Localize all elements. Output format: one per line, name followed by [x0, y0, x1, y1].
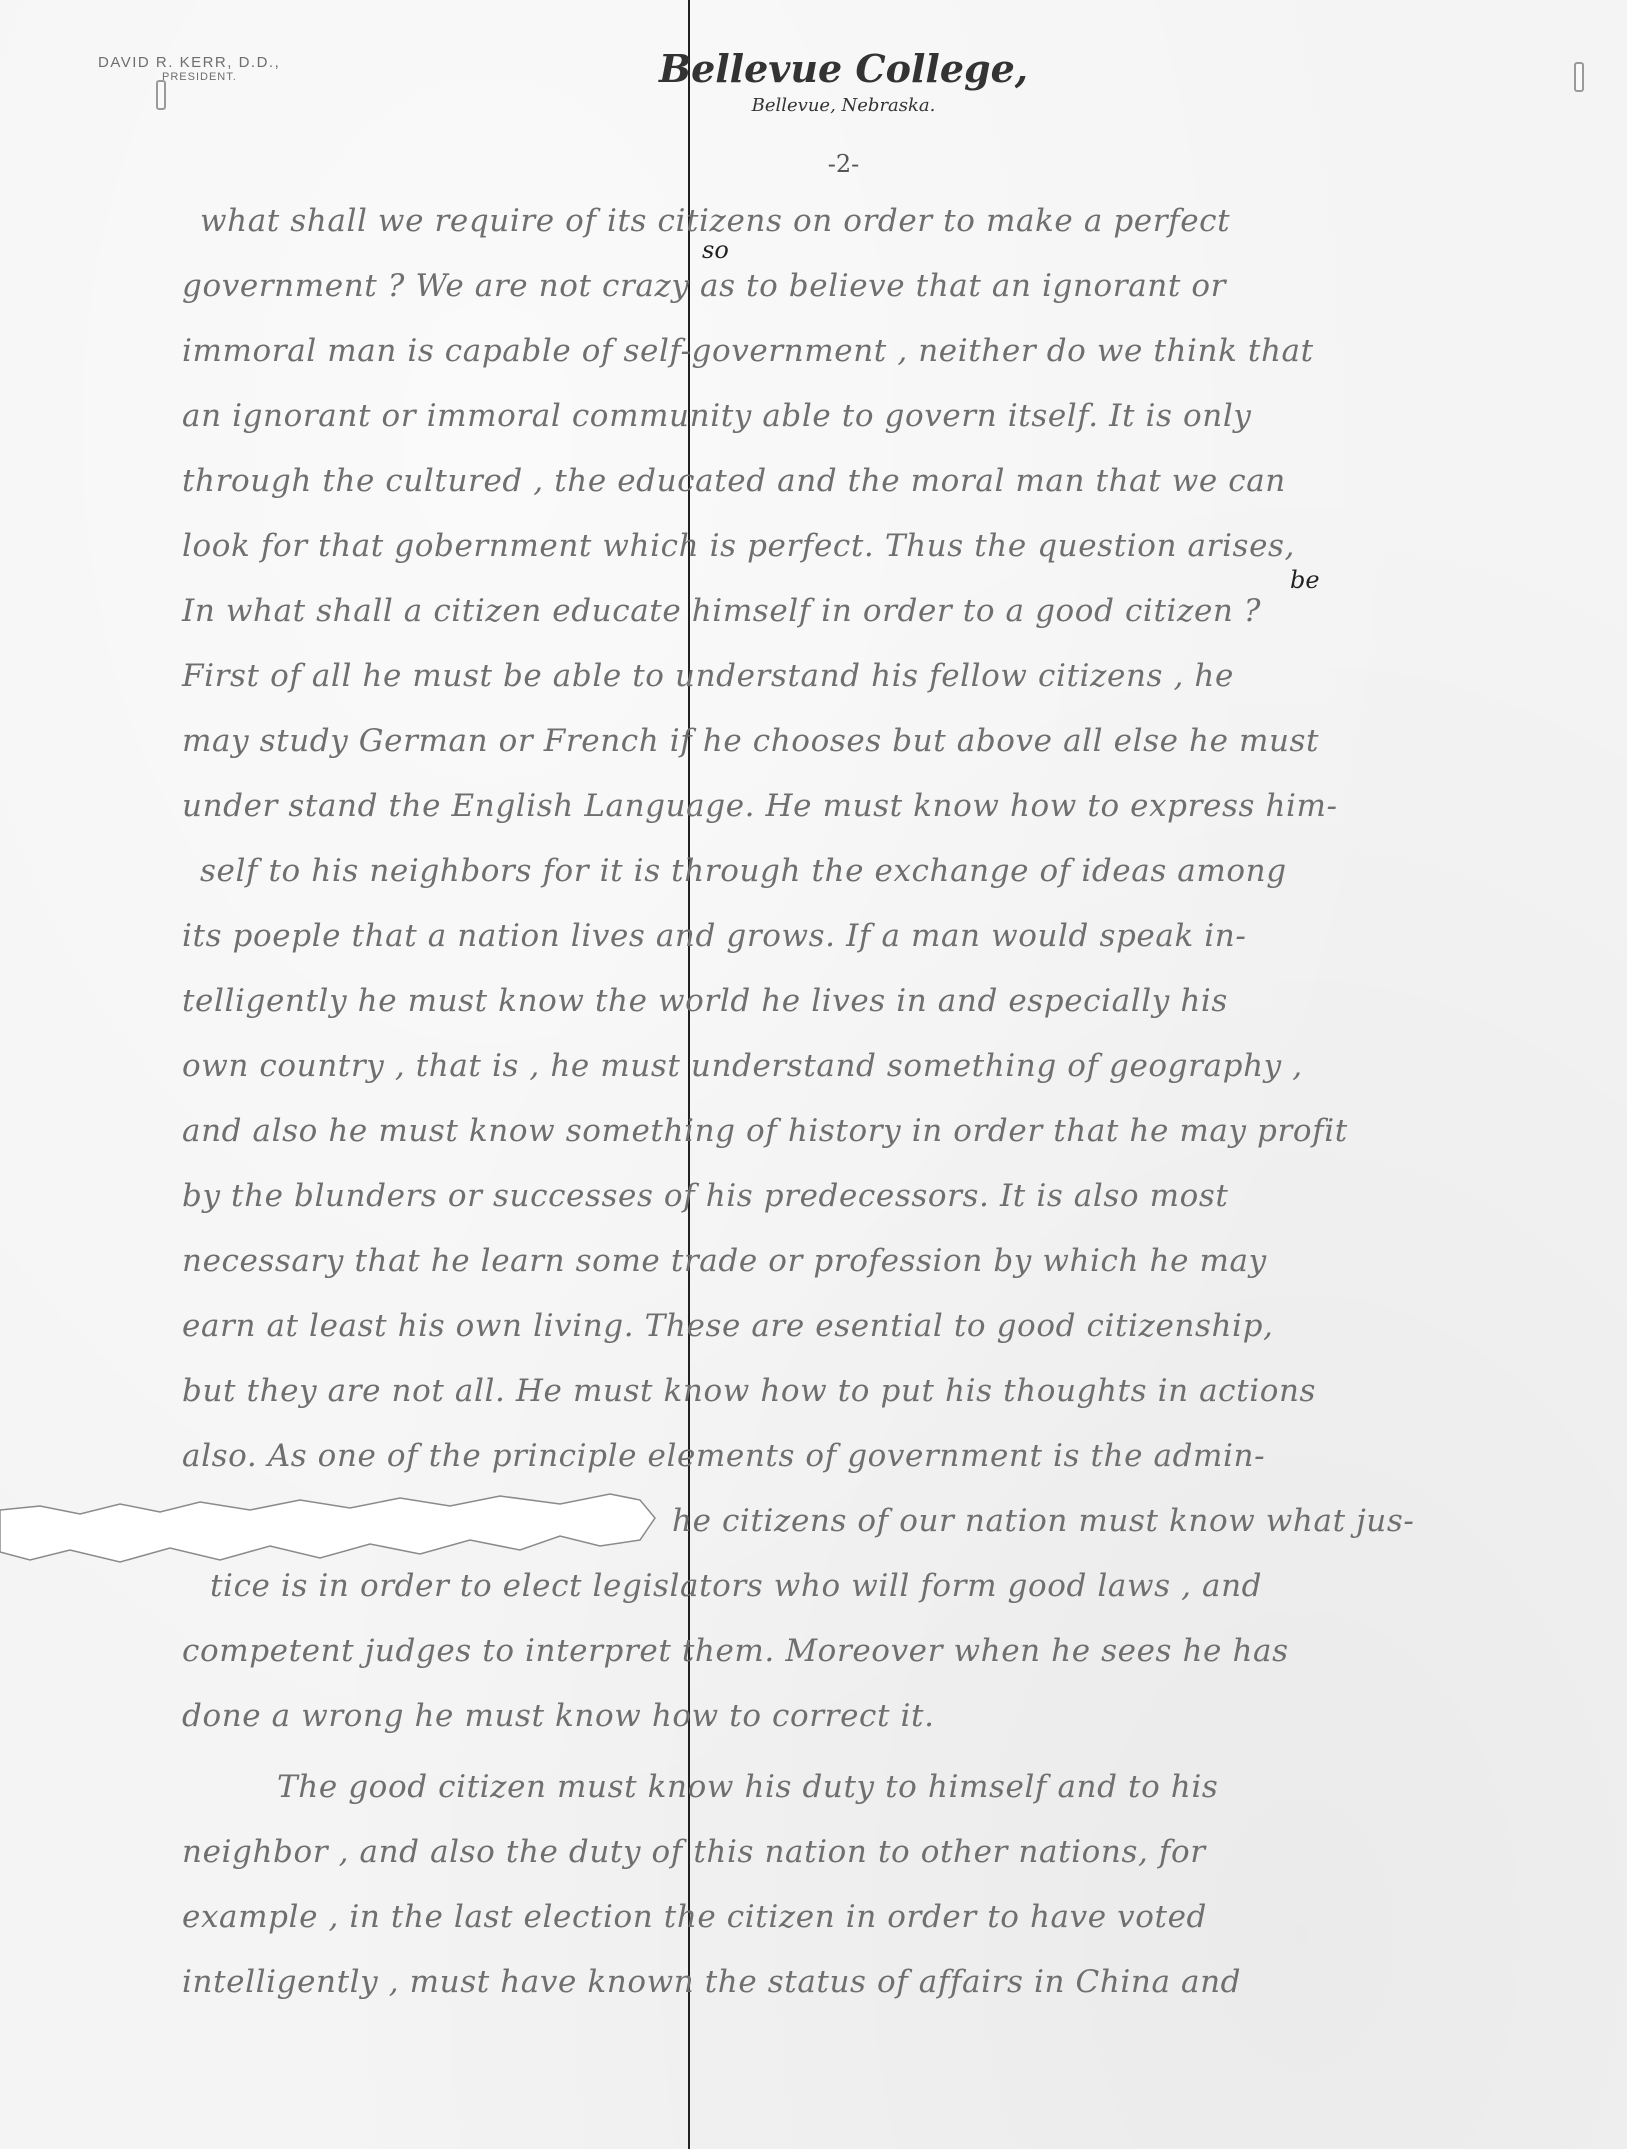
text-line: neighbor , and also the duty of this nation to other nations, for	[182, 1834, 1206, 1870]
text-line: an ignorant or immoral community able to govern itself. It is only	[182, 398, 1252, 434]
text-line: what shall we require of its citizens on order to make a perfect	[200, 203, 1231, 239]
text-line: telligently he must know the world he lives in and especially his	[182, 983, 1228, 1019]
text-line: through the cultured , the educated and the moral man that we can	[182, 463, 1286, 499]
text-line: and also he must know something of history in order that he may profit	[182, 1113, 1348, 1149]
college-name: Bellevue College,	[658, 46, 1029, 91]
torn-paper-edge	[0, 1488, 660, 1603]
handwritten-be: be	[1290, 566, 1320, 594]
text-line: he citizens of our nation must know what jus-	[672, 1503, 1415, 1539]
president-title: PRESIDENT.	[162, 71, 237, 84]
text-line: self to his neighbors for it is through the exchange of ideas among	[200, 853, 1287, 889]
college-city: Bellevue, Nebraska.	[751, 95, 936, 116]
text-line: its poeple that a nation lives and grows. If a man would speak in-	[182, 918, 1247, 954]
text-line: also. As one of the principle elements of government is the admin-	[182, 1438, 1266, 1474]
text-line: The good citizen must know his duty to himself and to his	[277, 1769, 1219, 1805]
text-line: competent judges to interpret them. Moreover when he sees he has	[182, 1633, 1289, 1669]
text-line: tice is in order to elect legislators who will form good laws , and	[210, 1568, 1263, 1604]
letterhead	[0, 46, 1627, 116]
text-line: by the blunders or successes of his predecessors. It is also most	[182, 1178, 1229, 1214]
text-line: example , in the last election the citizen in order to have voted	[182, 1899, 1207, 1935]
text-line: own country , that is , he must understand something of geography ,	[182, 1048, 1303, 1084]
page-number: -2-	[827, 150, 860, 178]
text-line: necessary that he learn some trade or profession by which he may	[182, 1243, 1267, 1279]
text-line: immoral man is capable of self-government , neither do we think that	[182, 333, 1314, 369]
text-line: but they are not all. He must know how to put his thoughts in actions	[182, 1373, 1317, 1409]
handwritten-so: so	[702, 236, 729, 264]
text-line: under stand the English Language. He must know how to express him-	[182, 788, 1338, 824]
text-line: done a wrong he must know how to correct it.	[182, 1698, 935, 1734]
text-line: In what shall a citizen educate himself in order to a good citizen ?	[182, 593, 1262, 629]
text-line: may study German or French if he chooses but above all else he must	[182, 723, 1320, 759]
text-line: earn at least his own living. These are esential to good citizenship,	[182, 1308, 1274, 1344]
text-line: government ? We are not crazy as to believe that an ignorant or	[182, 268, 1227, 304]
text-line: look for that gobernment which is perfect. Thus the question arises,	[182, 528, 1295, 564]
text-line: First of all he must be able to understand his fellow citizens , he	[182, 658, 1234, 694]
president-name: DAVID R. KERR, D.D.,	[98, 54, 281, 71]
text-line: intelligently , must have known the status of affairs in China and	[182, 1964, 1242, 2000]
